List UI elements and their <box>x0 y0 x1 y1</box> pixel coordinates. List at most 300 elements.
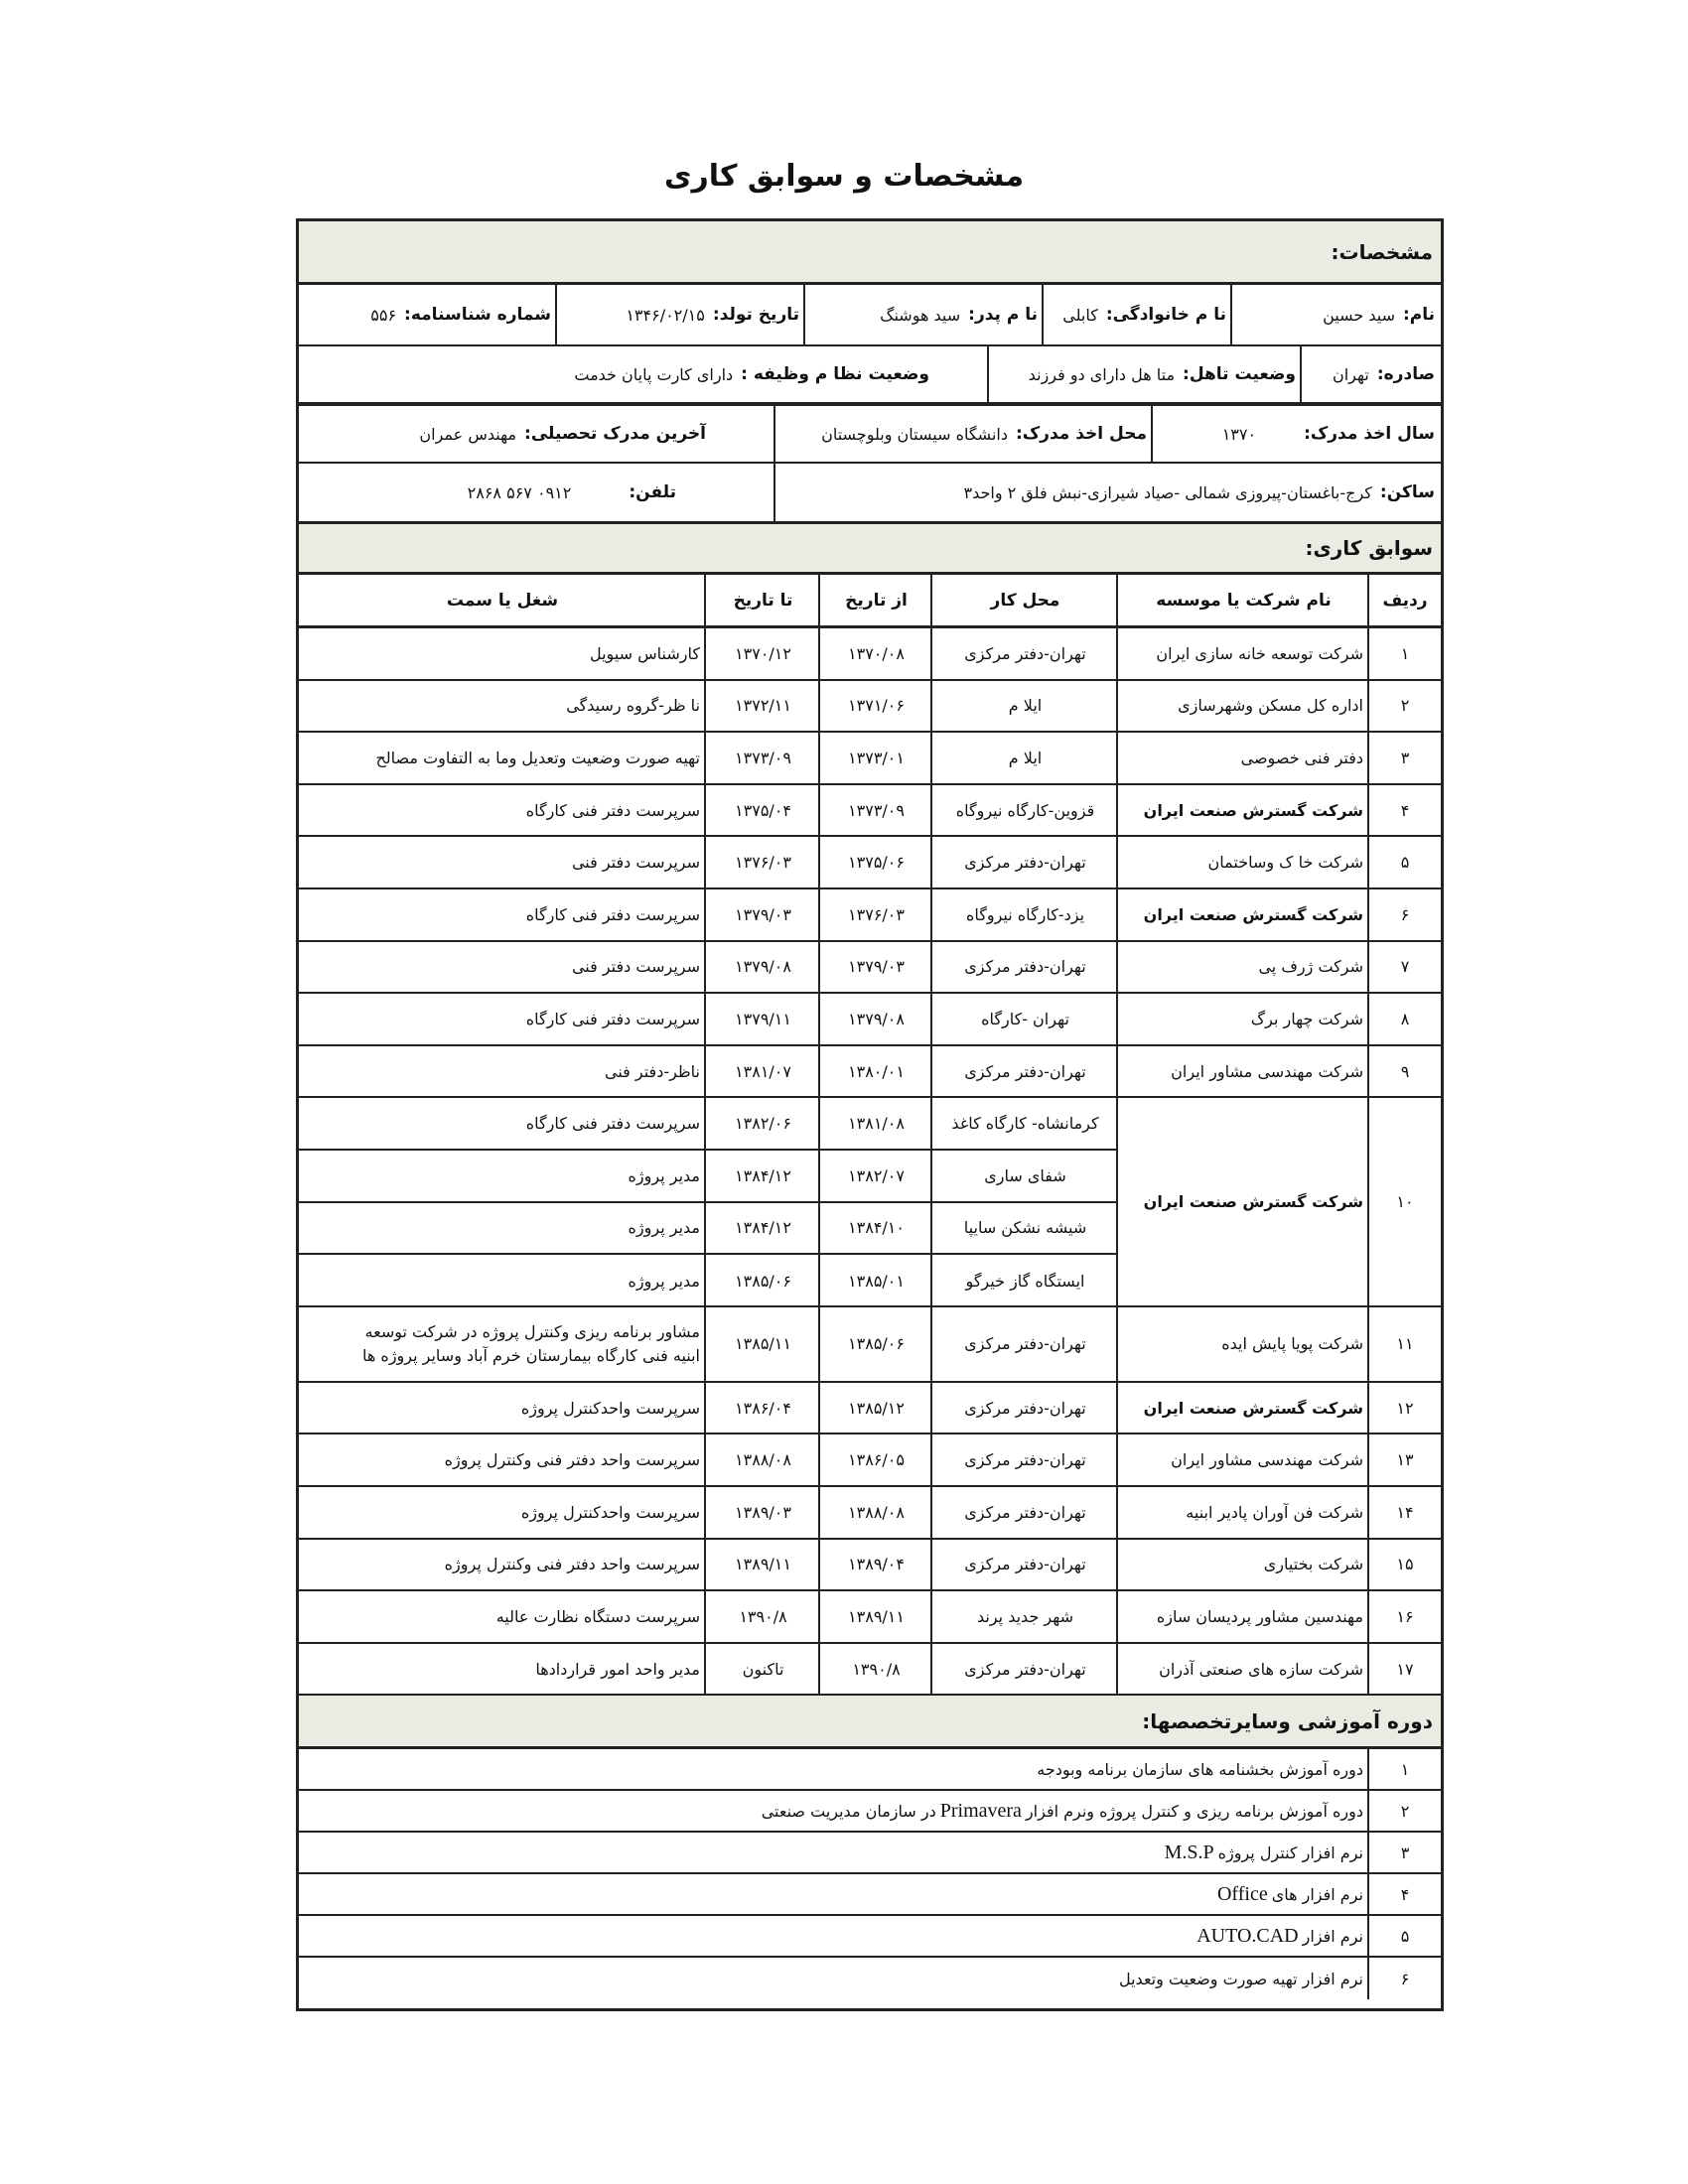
cell-company: شرکت فن آوران پادیر ابنیه <box>1186 1502 1363 1522</box>
cell-company: شرکت پویا پایش ایده <box>1221 1334 1363 1354</box>
training-software-name: Office <box>1216 1882 1268 1905</box>
work-row <box>299 681 1441 734</box>
cell-to: ۱۳۸۹/۱۱ <box>735 1555 791 1574</box>
column-divider <box>1116 1046 1118 1097</box>
column-divider <box>704 628 706 679</box>
cell-from: ۱۳۸۰/۰۱ <box>848 1061 905 1081</box>
column-divider <box>930 1591 932 1642</box>
family-field <box>1044 285 1232 344</box>
work-row-group-10 <box>299 1098 1441 1306</box>
column-divider <box>1367 1644 1369 1695</box>
father-field <box>805 285 1044 344</box>
training-text-suffix: در سازمان مدیریت صنعتی <box>761 1801 936 1821</box>
column-divider <box>818 837 820 887</box>
column-divider <box>1116 837 1118 887</box>
job-line-1: مشاور برنامه ریزی وکنترل پروژه در شرکت توسعه <box>364 1321 700 1341</box>
training-item <box>299 1874 1441 1916</box>
cell-company: شرکت گسترش صنعت ایران <box>1143 904 1363 924</box>
work-row <box>299 1487 1441 1540</box>
column-divider <box>1116 681 1118 732</box>
degree-field-value: مهندس عمران <box>419 424 517 444</box>
cell-to: ۱۳۸۹/۰۳ <box>735 1502 791 1522</box>
cell-place: شیشه نشکن سایپا <box>963 1218 1087 1238</box>
work-row <box>299 889 1441 942</box>
cell-company: شرکت خا ک وساختمان <box>1207 853 1363 873</box>
cell-num: ۶ <box>1400 1969 1410 1988</box>
cell-company: شرکت مهندسی مشاور ایران <box>1171 1061 1363 1081</box>
column-divider <box>704 1383 706 1433</box>
column-divider <box>930 942 932 993</box>
cell-from: ۱۳۸۵/۰۶ <box>848 1334 905 1354</box>
column-divider <box>1116 575 1118 625</box>
cell-job <box>299 1307 706 1381</box>
training-text <box>299 1958 1369 1999</box>
cell-company: شرکت مهندسی مشاور ایران <box>1171 1450 1363 1470</box>
cell-job: سرپرست دفتر فنی کارگاه <box>525 800 700 820</box>
cell-to: ۱۳۹۰/۸ <box>739 1606 787 1626</box>
phone-field <box>299 464 775 521</box>
personal-section-title: مشخصات: <box>1331 239 1433 264</box>
cell-job: نا ظر-گروه رسیدگی <box>566 696 700 716</box>
training-text <box>299 1916 1369 1956</box>
column-divider <box>704 942 706 993</box>
work-section-header <box>299 521 1441 575</box>
column-divider <box>818 1046 820 1097</box>
cell-job: سرپرست واحدکنترل پروژه <box>520 1502 700 1522</box>
job-line-2: ابنیه فنی کارگاه بیمارستان خرم آباد وسایر پروژه ها <box>362 1345 700 1365</box>
work-subrow <box>299 1151 1118 1203</box>
cell-company: اداره کل مسکن وشهرسازی <box>1178 696 1363 716</box>
work-row-11 <box>299 1307 1441 1383</box>
column-divider <box>1367 889 1369 940</box>
cell-place: تهران-دفتر مرکزی <box>964 853 1086 873</box>
cell-job: سرپرست دفتر فنی <box>571 957 700 977</box>
cell-num: ۷ <box>1400 957 1410 977</box>
cell-from: ۱۳۷۳/۰۱ <box>848 748 905 767</box>
column-divider <box>1367 733 1369 783</box>
column-divider <box>704 785 706 836</box>
cell-company: شرکت ژرف پی <box>1258 957 1363 977</box>
name-field <box>1232 285 1441 344</box>
cell-job: ناظر-دفتر فنی <box>605 1061 700 1081</box>
column-divider <box>704 681 706 732</box>
column-divider <box>704 1591 706 1642</box>
cell-job: سرپرست واحد دفتر فنی وکنترل پروژه <box>444 1450 700 1470</box>
personal-row-1 <box>299 285 1441 346</box>
column-divider <box>1116 1591 1118 1642</box>
column-divider <box>1367 681 1369 732</box>
cell-job: کارشناس سیویل <box>589 643 700 663</box>
column-divider <box>1367 628 1369 679</box>
work-row <box>299 942 1441 995</box>
column-divider <box>1116 994 1118 1044</box>
cell-from: ۱۳۸۶/۰۵ <box>848 1450 905 1470</box>
degree-year-field-label: سال اخذ مدرک: <box>1304 424 1435 444</box>
training-text-main: نرم افزار تهیه صورت وضعیت وتعدیل <box>1118 1969 1363 1988</box>
cell-from: ۱۳۷۹/۰۸ <box>848 1009 905 1028</box>
phone-field-label: تلفن: <box>629 482 676 502</box>
column-divider <box>818 733 820 783</box>
cell-from: ۱۳۸۹/۱۱ <box>848 1606 905 1626</box>
column-divider <box>930 994 932 1044</box>
column-divider <box>1116 785 1118 836</box>
cell-num: ۲ <box>1400 1801 1410 1821</box>
work-row <box>299 785 1441 838</box>
cell-place: تهران-دفتر مرکزی <box>964 1555 1086 1574</box>
cell-job: سرپرست دفتر فنی کارگاه <box>525 1009 700 1028</box>
cell-place: کرمانشاه- کارگاه کاغذ <box>951 1114 1099 1134</box>
column-divider <box>704 1046 706 1097</box>
address-field-label: ساکن: <box>1379 482 1435 502</box>
column-divider <box>930 1644 932 1695</box>
column-divider <box>818 681 820 732</box>
resume-frame <box>296 218 1444 2011</box>
military-field-value: دارای کارت پایان خدمت <box>574 364 734 384</box>
cell-company: دفتر فنی خصوصی <box>1240 748 1363 767</box>
marital-field <box>989 346 1302 402</box>
cell-job: مدیر پروژه <box>628 1165 700 1185</box>
column-divider <box>818 1383 820 1433</box>
cell-to: ۱۳۷۵/۰۴ <box>735 800 791 820</box>
cell-num: ۴ <box>1400 800 1410 820</box>
cell-from: ۱۳۷۹/۰۳ <box>848 957 905 977</box>
training-section-title: دوره آموزشی وسایرتخصصها: <box>1142 1708 1433 1733</box>
marital-field-label: وضعیت تاهل: <box>1183 364 1296 384</box>
marital-field-value: متا هل دارای دو فرزند <box>1028 364 1176 384</box>
cell-job: سرپرست دستگاه نظارت عالیه <box>495 1606 700 1626</box>
cell-place: ایلا م <box>1008 696 1043 716</box>
cell-num: ۱۰ <box>1396 1192 1414 1212</box>
issued-field <box>1302 346 1441 402</box>
column-divider <box>930 1540 932 1590</box>
cell-num: ۴ <box>1400 1884 1410 1904</box>
column-divider <box>930 1046 932 1097</box>
cell-from: ۱۳۷۳/۰۹ <box>848 800 905 820</box>
cell-num: ۱۷ <box>1396 1659 1414 1679</box>
cell-place: شهر جدید پرند <box>976 1606 1074 1626</box>
id-number-field-label: شماره شناسنامه: <box>404 305 551 325</box>
column-divider <box>704 1540 706 1590</box>
column-divider <box>930 575 932 625</box>
cell-place: تهران-دفتر مرکزی <box>964 1502 1086 1522</box>
column-divider <box>1116 889 1118 940</box>
cell-from: ۱۳۷۰/۰۸ <box>848 643 905 663</box>
column-divider <box>818 785 820 836</box>
issued-field-label: صادره: <box>1376 364 1435 384</box>
cell-to: ۱۳۸۴/۱۲ <box>735 1165 791 1185</box>
cell-company: شرکت بختیاری <box>1263 1555 1363 1574</box>
cell-to: ۱۳۷۶/۰۳ <box>735 853 791 873</box>
father-field-value: سید هوشنگ <box>880 305 961 325</box>
column-divider <box>704 1434 706 1485</box>
name-field-value: سید حسین <box>1323 305 1395 325</box>
cell-to: ۱۳۸۱/۰۷ <box>735 1061 791 1081</box>
cell-num: ۱۲ <box>1396 1398 1414 1418</box>
training-software-name: AUTO.CAD <box>1196 1924 1299 1947</box>
cell-num: ۱۵ <box>1396 1555 1414 1574</box>
training-text-main: نرم افزار های <box>1271 1884 1363 1904</box>
name-field-label: نام: <box>1402 305 1435 325</box>
personal-row-2 <box>299 346 1441 404</box>
work-subrow <box>299 1098 1118 1151</box>
cell-to: ۱۳۷۹/۱۱ <box>735 1009 791 1028</box>
cell-job: سرپرست واحدکنترل پروژه <box>520 1398 700 1418</box>
training-item <box>299 1958 1441 1999</box>
cell-num: ۱۶ <box>1396 1606 1414 1626</box>
cell-place: تهران-دفتر مرکزی <box>964 1334 1086 1354</box>
work-row <box>299 837 1441 889</box>
column-divider <box>930 889 932 940</box>
cell-num: ۸ <box>1400 1009 1410 1028</box>
column-divider <box>1367 1434 1369 1485</box>
work-row <box>299 1591 1441 1644</box>
cell-to: ۱۳۷۲/۱۱ <box>735 696 791 716</box>
birth-date-field <box>557 285 805 344</box>
column-divider <box>930 1487 932 1538</box>
column-divider <box>1116 1540 1118 1590</box>
work-subrow <box>299 1203 1118 1256</box>
cell-num: ۹ <box>1400 1061 1410 1081</box>
cell-job: تهیه صورت وضعیت وتعدیل وما به التفاوت مصالح <box>375 748 700 767</box>
column-divider <box>704 1644 706 1695</box>
cell-from: ۱۳۸۴/۱۰ <box>848 1218 905 1238</box>
cell-job: سرپرست دفتر فنی کارگاه <box>525 904 700 924</box>
father-field-label: نا م پدر: <box>968 305 1038 325</box>
cell-num: ۳ <box>1400 1843 1410 1862</box>
column-divider <box>818 1540 820 1590</box>
cell-job: مدیر واحد امور قراردادها <box>535 1659 700 1679</box>
training-software-name: M.S.P <box>1164 1841 1214 1863</box>
cell-to: ۱۳۷۹/۰۸ <box>735 957 791 977</box>
work-row <box>299 733 1441 785</box>
training-text-main: نرم افزار کنترل پروژه <box>1217 1843 1363 1862</box>
column-divider <box>1367 785 1369 836</box>
work-table-header <box>299 575 1441 628</box>
cell-from: ۱۳۸۸/۰۸ <box>848 1502 905 1522</box>
column-divider <box>818 1487 820 1538</box>
military-field-label: وضعیت نظا م وظیفه : <box>741 364 929 384</box>
column-divider <box>1116 942 1118 993</box>
cell-job: سرپرست دفتر فنی کارگاه <box>525 1114 700 1134</box>
column-divider <box>704 733 706 783</box>
cell-to: ۱۳۸۲/۰۶ <box>735 1114 791 1134</box>
column-divider <box>818 889 820 940</box>
issued-field-value: تهران <box>1332 364 1369 384</box>
column-divider <box>704 1487 706 1538</box>
work-row <box>299 628 1441 681</box>
training-text <box>299 1874 1369 1914</box>
column-divider <box>1367 1591 1369 1642</box>
training-item <box>299 1833 1441 1874</box>
degree-year-field <box>1153 406 1441 462</box>
id-number-field <box>299 285 557 344</box>
training-item <box>299 1791 1441 1833</box>
cell-num: ۱۴ <box>1396 1502 1414 1522</box>
training-text <box>299 1791 1369 1831</box>
cell-place: تهران-دفتر مرکزی <box>964 1398 1086 1418</box>
birth-date-field-value: ۱۳۴۶/۰۲/۱۵ <box>626 305 705 325</box>
cell-from: ۱۳۸۹/۰۴ <box>848 1555 905 1574</box>
column-divider <box>930 681 932 732</box>
cell-num: ۳ <box>1400 748 1410 767</box>
phone-field-value: ۰۹۱۲ ۵۶۷ ۲۸۶۸ <box>467 482 572 502</box>
column-divider <box>1367 1046 1369 1097</box>
cell-num: ۶ <box>1400 904 1410 924</box>
training-section-header <box>299 1696 1441 1749</box>
cell-to: ۱۳۸۶/۰۴ <box>735 1398 791 1418</box>
column-divider <box>818 1434 820 1485</box>
cell-num: ۵ <box>1400 1926 1410 1946</box>
cell-num: ۱ <box>1400 643 1410 663</box>
cell-place: تهران -کارگاه <box>981 1009 1069 1028</box>
cell-to: ۱۳۷۹/۰۳ <box>735 904 791 924</box>
cell-to: ۱۳۷۰/۱۲ <box>735 643 791 663</box>
column-divider <box>1367 1383 1369 1433</box>
cell-from: ۱۳۷۶/۰۳ <box>848 904 905 924</box>
column-divider <box>1116 1383 1118 1433</box>
column-divider <box>818 942 820 993</box>
column-divider <box>930 1383 932 1433</box>
column-divider <box>704 837 706 887</box>
cell-from: ۱۳۹۰/۸ <box>852 1659 901 1679</box>
column-divider <box>1367 994 1369 1044</box>
personal-section-header <box>299 221 1441 285</box>
family-field-label: نا م خانوادگی: <box>1105 305 1226 325</box>
training-text <box>299 1749 1369 1789</box>
header-to: تا تاریخ <box>733 590 793 611</box>
header-company: نام شرکت یا موسسه <box>1156 590 1332 611</box>
cell-to: ۱۳۸۵/۰۶ <box>735 1271 791 1291</box>
cell-from: ۱۳۸۵/۰۱ <box>848 1271 905 1291</box>
cell-company: شرکت گسترش صنعت ایران <box>1143 800 1363 820</box>
cell-place: ایستگاه گاز خیرگو <box>965 1271 1085 1291</box>
column-divider <box>1116 1644 1118 1695</box>
cell-place: قزوین-کارگاه نیروگاه <box>955 800 1095 820</box>
column-divider <box>1367 837 1369 887</box>
work-row <box>299 1540 1441 1592</box>
cell-job: سرپرست واحد دفتر فنی وکنترل پروژه <box>444 1555 700 1574</box>
training-text-main: دوره آموزش برنامه ریزی و کنترل پروژه ونرم افزار <box>1025 1801 1363 1821</box>
training-text-main: نرم افزار <box>1302 1926 1363 1946</box>
header-num: ردیف <box>1382 590 1428 611</box>
cell-num: ۲ <box>1400 696 1410 716</box>
work-row <box>299 994 1441 1046</box>
work-row <box>299 1434 1441 1487</box>
cell-job: مدیر پروژه <box>628 1271 700 1291</box>
cell-from: ۱۳۷۱/۰۶ <box>848 696 905 716</box>
training-item <box>299 1749 1441 1791</box>
column-divider <box>1116 1487 1118 1538</box>
cell-place: ایلا م <box>1008 748 1043 767</box>
cell-to: تاکنون <box>742 1659 784 1679</box>
cell-company: شرکت توسعه خانه سازی ایران <box>1156 643 1363 663</box>
address-field-value: کرج-باغستان-پیروزی شمالی -صیاد شیرازی-نبش فلق ۲ واحد۳ <box>963 482 1372 502</box>
address-field <box>775 464 1441 521</box>
military-field <box>299 346 989 402</box>
work-section-title: سوابق کاری: <box>1305 536 1433 560</box>
work-subrow <box>299 1255 1118 1307</box>
cell-place: تهران-دفتر مرکزی <box>964 1061 1086 1081</box>
column-divider <box>818 575 820 625</box>
column-divider <box>818 628 820 679</box>
cell-company: شرکت گسترش صنعت ایران <box>1143 1192 1363 1212</box>
cell-num: ۱ <box>1400 1759 1410 1779</box>
column-divider <box>1367 575 1369 625</box>
column-divider <box>1116 733 1118 783</box>
degree-place-field-value: دانشگاه سیستان وبلوچستان <box>821 424 1008 444</box>
cell-place: یزد-کارگاه نیروگاه <box>965 904 1085 924</box>
column-divider <box>1116 1434 1118 1485</box>
degree-field <box>299 406 775 462</box>
cell-to: ۱۳۸۸/۰۸ <box>735 1450 791 1470</box>
cell-company: شرکت سازه های صنعتی آذران <box>1159 1659 1363 1679</box>
id-number-field-value: ۵۵۶ <box>370 305 397 325</box>
training-item <box>299 1916 1441 1958</box>
cell-to: ۱۳۷۳/۰۹ <box>735 748 791 767</box>
cell-place: تهران-دفتر مرکزی <box>964 957 1086 977</box>
cell-place: تهران-دفتر مرکزی <box>964 1450 1086 1470</box>
cell-num: ۵ <box>1400 853 1410 873</box>
cell-place: تهران-دفتر مرکزی <box>964 643 1086 663</box>
cell-job: مدیر پروژه <box>628 1218 700 1238</box>
birth-date-field-label: تاریخ تولد: <box>712 305 799 325</box>
column-divider <box>818 1591 820 1642</box>
header-place: محل کار <box>990 590 1060 611</box>
work-row <box>299 1644 1441 1697</box>
family-field-value: کابلی <box>1062 305 1098 325</box>
degree-place-field <box>775 406 1153 462</box>
cell-company: شرکت چهار برگ <box>1250 1009 1363 1028</box>
column-divider <box>704 575 706 625</box>
column-divider <box>1116 628 1118 679</box>
work-row <box>299 1383 1441 1435</box>
cell-num: ۱۳ <box>1396 1450 1414 1470</box>
cell-to: ۱۳۸۴/۱۲ <box>735 1218 791 1238</box>
training-text-main: دوره آموزش بخشنامه های سازمان برنامه وبودجه <box>1037 1759 1363 1779</box>
column-divider <box>1367 1487 1369 1538</box>
column-divider <box>704 889 706 940</box>
cell-num: ۱۱ <box>1396 1334 1414 1354</box>
header-from: از تاریخ <box>845 590 908 611</box>
degree-place-field-label: محل اخذ مدرک: <box>1015 424 1147 444</box>
cell-place: تهران-دفتر مرکزی <box>964 1659 1086 1679</box>
page-title: مشخصات و سوابق کاری <box>663 159 1025 194</box>
cell-to: ۱۳۸۵/۱۱ <box>735 1334 791 1354</box>
column-divider <box>930 733 932 783</box>
column-divider <box>930 785 932 836</box>
training-software-name: Primavera <box>939 1799 1022 1822</box>
column-divider <box>818 994 820 1044</box>
degree-year-field-value: ۱۳۷۰ <box>1221 424 1257 444</box>
header-job: شغل یا سمت <box>446 590 559 611</box>
cell-company: شرکت گسترش صنعت ایران <box>1143 1398 1363 1418</box>
personal-row-3 <box>299 404 1441 464</box>
column-divider <box>704 994 706 1044</box>
training-text <box>299 1833 1369 1872</box>
cell-from: ۱۳۸۱/۰۸ <box>848 1114 905 1134</box>
cell-company: مهندسین مشاور پردیسان سازه <box>1156 1606 1363 1626</box>
cell-from: ۱۳۸۵/۱۲ <box>848 1398 905 1418</box>
column-divider <box>818 1644 820 1695</box>
work-row <box>299 1046 1441 1099</box>
column-divider <box>1367 1540 1369 1590</box>
degree-field-label: آخرین مدرک تحصیلی: <box>524 424 706 444</box>
column-divider <box>930 837 932 887</box>
column-divider <box>1367 942 1369 993</box>
cell-place: شفای ساری <box>984 1165 1066 1185</box>
column-divider <box>930 1434 932 1485</box>
personal-row-4 <box>299 464 1441 523</box>
